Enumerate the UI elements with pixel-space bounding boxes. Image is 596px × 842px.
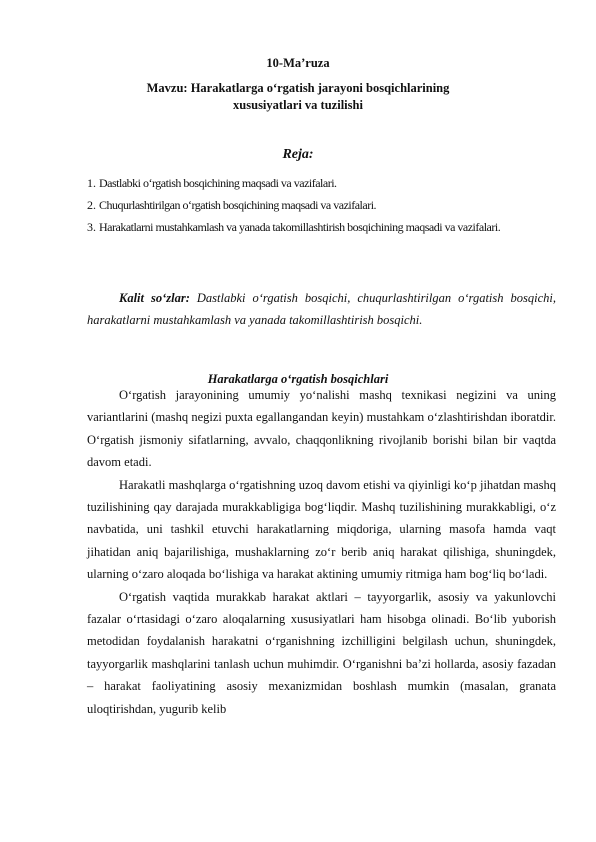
- plan-item-text: Chuqurlashtirilgan o‘rgatish bosqichining maqsadi va vazifalari.: [99, 198, 377, 212]
- topic-line-1: Mavzu: Harakatlarga o‘rgatish jarayoni bosqichlarining: [146, 81, 450, 95]
- lecture-number: 10-Ma’ruza: [266, 56, 330, 70]
- plan-item-text: Harakatlarni mustahkamlash va yanada takomillashtirish bosqichining maqsadi va vazifalari.: [99, 220, 501, 234]
- body-paragraph: O‘rgatish jarayonining umumiy yo‘nalishi mashq texnikasi negizini va uning variantlarini (mashq negizi puxta egallangandan keyin) mustahkam o‘zlashtirishdan iboratdir. O‘rgatish jismoniy sifatlarning, avvalo, chaqqonlikning rivojlanib borishi bilan bir vaqtda davom etadi.: [87, 388, 556, 470]
- plan-item: [87, 216, 556, 238]
- keywords-text: Dastlabki o‘rgatish bosqichi, chuqurlashtirilgan o‘rgatish bosqichi, harakatlarni mustahkamlash va yanada takomillashtirish bosqichi.: [87, 291, 556, 327]
- plan-list: [87, 172, 556, 238]
- plan-item: [87, 172, 556, 194]
- body-paragraph: Harakatli mashqlarga o‘rgatishning uzoq davom etishi va qiyinligi ko‘p jihatdan mashq tuzilishining qay darajada murakkabligiga bog‘liqdir. Mashq tuzilishining murakkabligi, o‘z navbatida, uni tashkil etuvchi harakatlarning miqdoriga, ularning masofa hamda vaqt jihatidan aniq bajarilishiga, mushaklarning zo‘r berib aniq harakat qilishiga, shuningdek, ularning o‘zaro aloqada bo‘lishiga va harakat aktining umumiy ritmiga ham bog‘liq bo‘ladi.: [87, 477, 556, 582]
- plan-item-number: 2.: [87, 198, 96, 212]
- body-text: [87, 384, 556, 720]
- plan-item-number: 3.: [87, 220, 96, 234]
- plan-item-number: 1.: [87, 176, 96, 190]
- section-title: Harakatlarga o‘rgatish bosqichlari: [207, 372, 389, 386]
- keywords-paragraph: [87, 287, 556, 331]
- keywords-label: Kalit so‘zlar:: [119, 291, 190, 305]
- plan-heading: Reja:: [282, 147, 314, 162]
- body-paragraph: O‘rgatish vaqtida murakkab harakat aktlari – tayyorgarlik, asosiy va yakunlovchi fazalar o‘rtasidagi o‘zaro aloqalarning xususiyatlari ham hisobga olinadi. Bo‘lib yuborish metodidan foydalanish harakatni o‘rganishning izchilligini belgilash uchun, shuningdek, tayyorgarlik mashqlarini tanlash uchun muhimdir. O‘rganishni ba’zi hollarda, asosiy fazadan – harakat faoliyatining asosiy mexanizmidan boshlash mumkin (masalan, granata uloqtirishdan, yugurib kelib: [87, 589, 556, 716]
- topic-line-2: xususiyatlari va tuzilishi: [233, 98, 363, 112]
- plan-item: [87, 194, 556, 216]
- plan-item-text: Dastlabki o‘rgatish bosqichining maqsadi va vazifalari.: [99, 176, 337, 190]
- lecture-topic: [100, 80, 496, 114]
